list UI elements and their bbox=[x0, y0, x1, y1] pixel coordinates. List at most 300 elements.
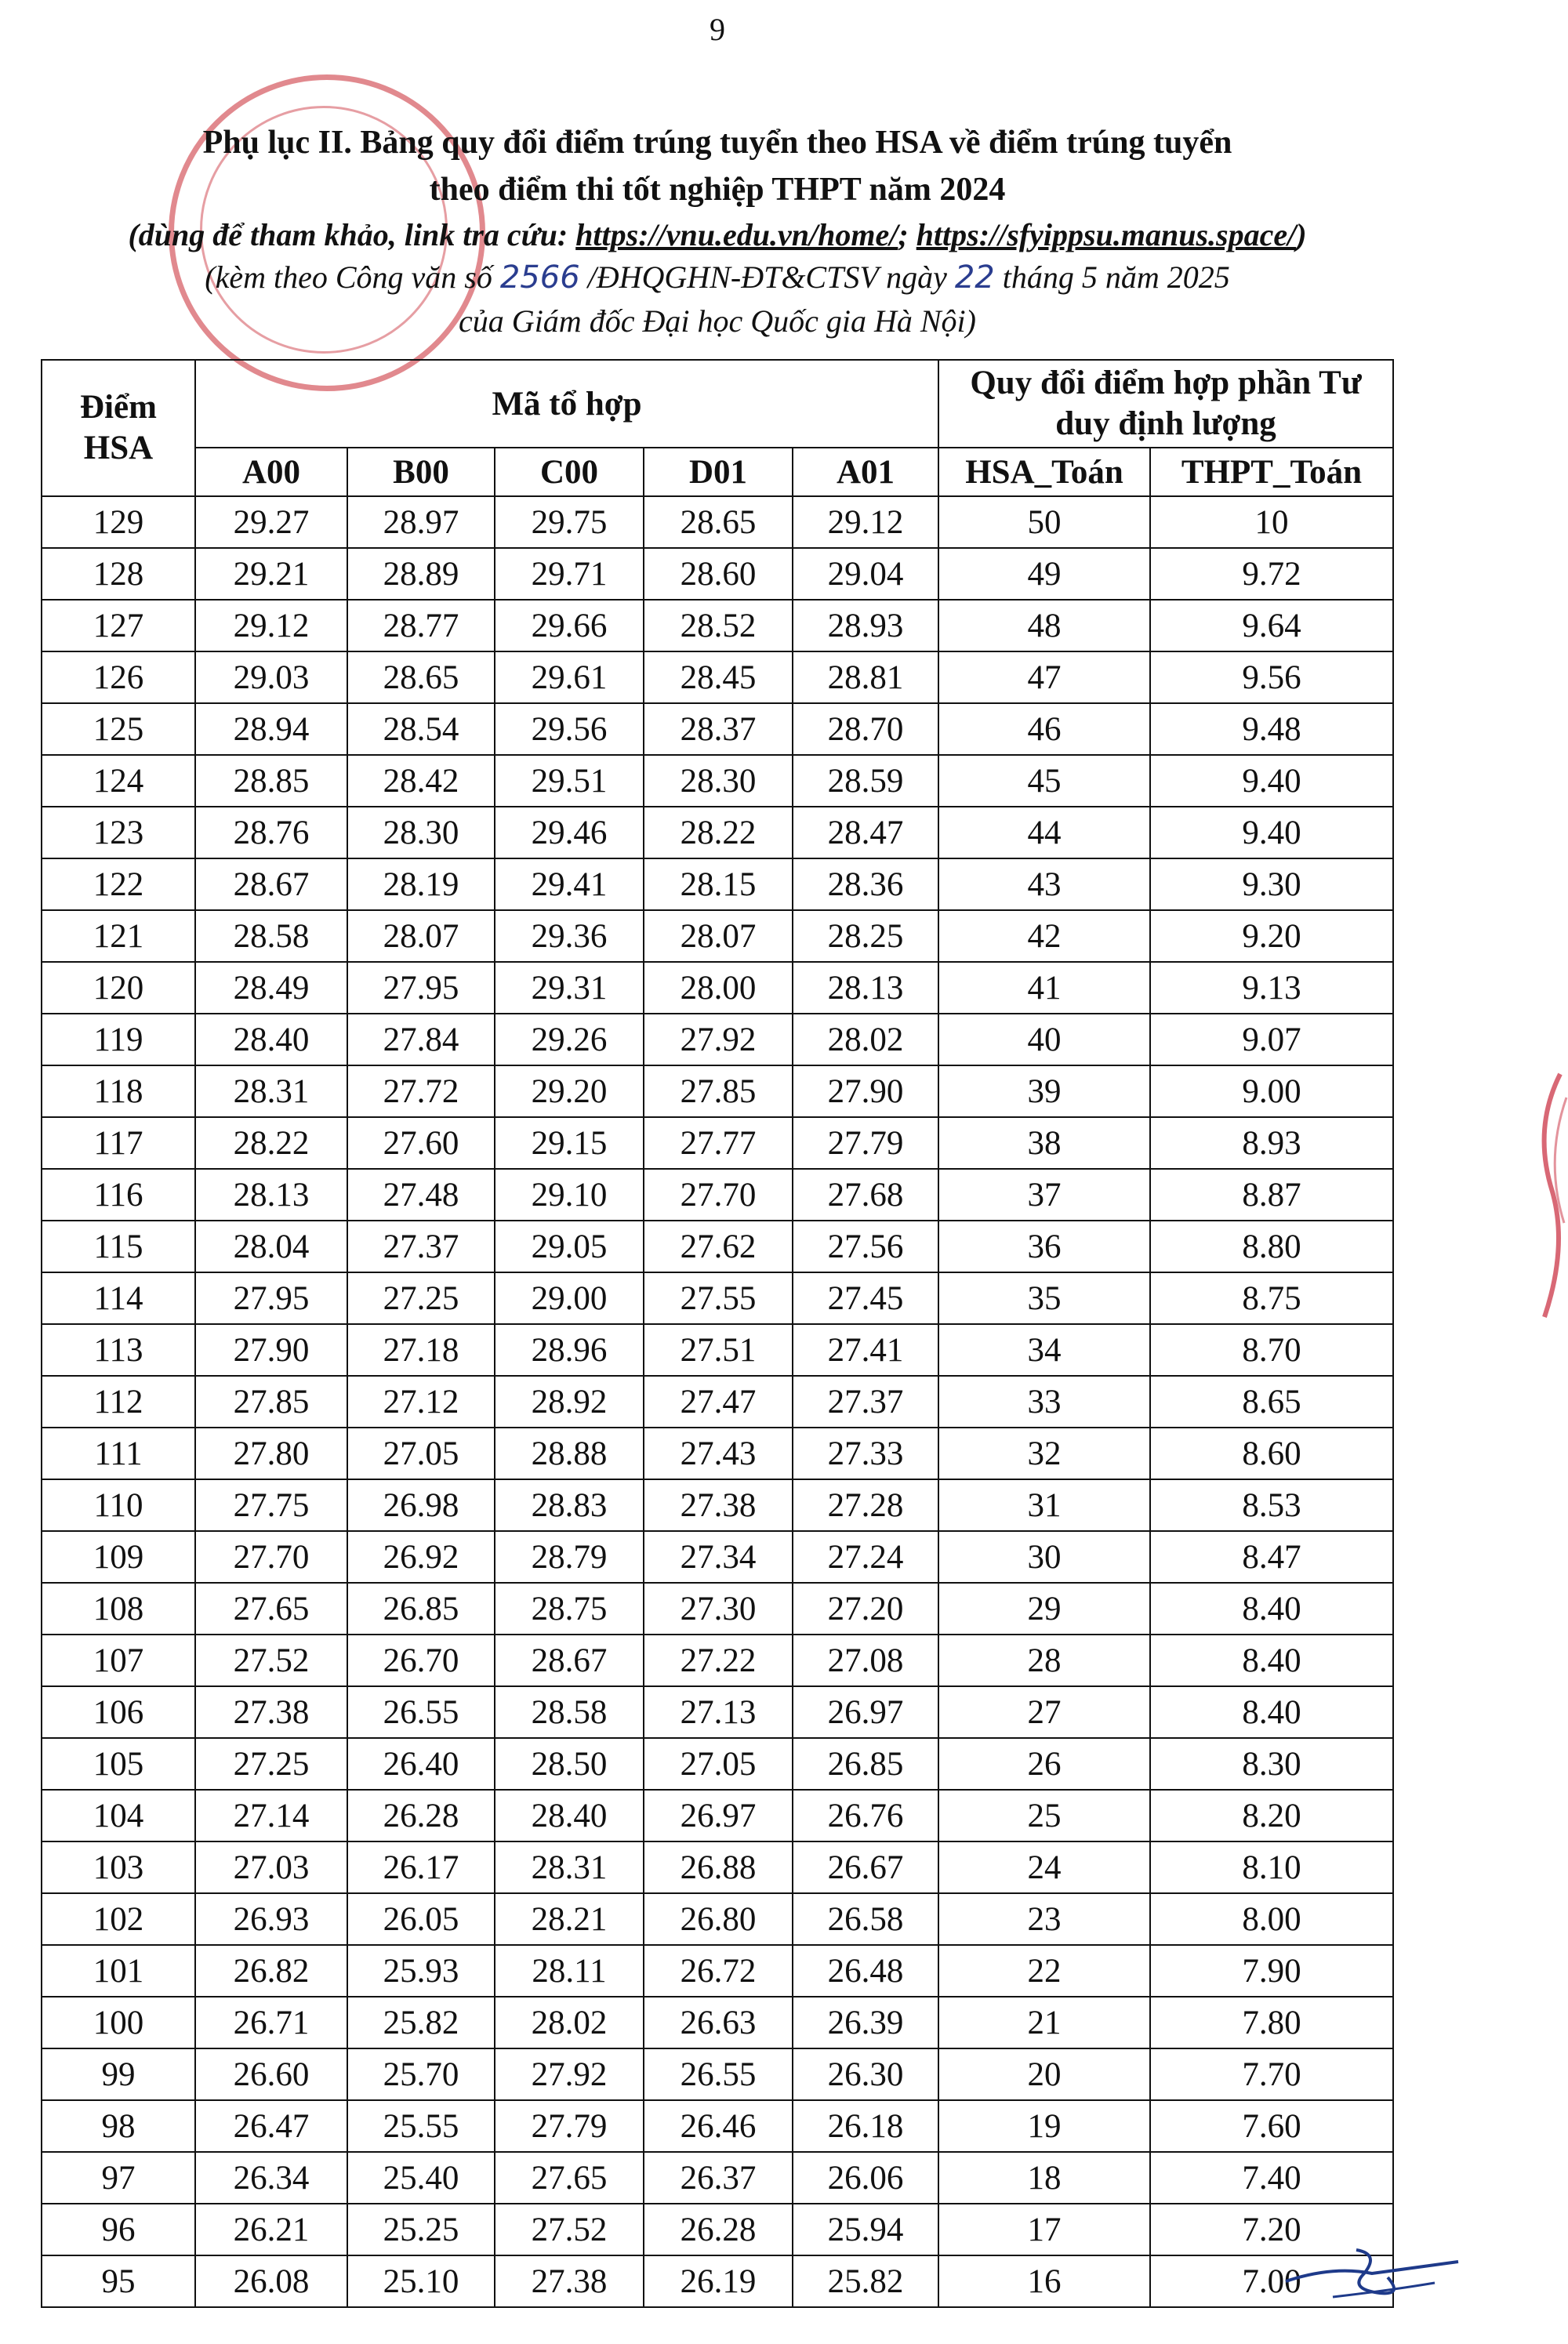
cell-b00: 27.60 bbox=[347, 1117, 495, 1169]
cell-thpt-toan: 9.13 bbox=[1150, 962, 1393, 1014]
cell-hsa-score: 119 bbox=[42, 1014, 195, 1065]
cell-b00: 27.18 bbox=[347, 1324, 495, 1376]
cell-a01: 27.68 bbox=[793, 1169, 938, 1221]
table-row bbox=[42, 2204, 1393, 2255]
cell-b00: 27.25 bbox=[347, 1272, 495, 1324]
cell-a01: 27.28 bbox=[793, 1479, 938, 1531]
cell-d01: 26.97 bbox=[644, 1790, 793, 1841]
cell-a01: 26.30 bbox=[793, 2048, 938, 2100]
cell-b00: 28.97 bbox=[347, 496, 495, 548]
cell-b00: 25.10 bbox=[347, 2255, 495, 2307]
cell-c00: 28.88 bbox=[495, 1428, 644, 1479]
cell-a01: 26.39 bbox=[793, 1997, 938, 2048]
cell-a01: 26.06 bbox=[793, 2152, 938, 2204]
cell-d01: 27.62 bbox=[644, 1221, 793, 1272]
cell-a01: 28.47 bbox=[793, 807, 938, 858]
table-row bbox=[42, 1841, 1393, 1893]
table-row bbox=[42, 962, 1393, 1014]
cell-c00: 29.66 bbox=[495, 600, 644, 651]
table-row bbox=[42, 1738, 1393, 1790]
cell-c00: 29.05 bbox=[495, 1221, 644, 1272]
cell-b00: 28.89 bbox=[347, 548, 495, 600]
table-row bbox=[42, 2152, 1393, 2204]
cell-thpt-toan: 8.10 bbox=[1150, 1841, 1393, 1893]
cell-b00: 25.82 bbox=[347, 1997, 495, 2048]
cell-a01: 27.56 bbox=[793, 1221, 938, 1272]
table-row bbox=[42, 1945, 1393, 1997]
cell-hsa-toan: 46 bbox=[938, 703, 1150, 755]
cell-d01: 27.05 bbox=[644, 1738, 793, 1790]
table-row bbox=[42, 1479, 1393, 1531]
cell-hsa-score: 120 bbox=[42, 962, 195, 1014]
cell-c00: 28.50 bbox=[495, 1738, 644, 1790]
cell-d01: 27.70 bbox=[644, 1169, 793, 1221]
cell-hsa-toan: 31 bbox=[938, 1479, 1150, 1531]
reference-link-vnu[interactable]: https://vnu.edu.vn/home/ bbox=[575, 217, 898, 252]
doc-date-suffix: tháng 5 năm 2025 bbox=[994, 259, 1230, 295]
cell-a01: 26.48 bbox=[793, 1945, 938, 1997]
header-hsa-score: Điểm HSA bbox=[42, 360, 195, 496]
page-number: 9 bbox=[710, 12, 725, 47]
cell-hsa-score: 123 bbox=[42, 807, 195, 858]
cell-thpt-toan: 9.56 bbox=[1150, 651, 1393, 703]
cell-hsa-toan: 32 bbox=[938, 1428, 1150, 1479]
reference-link-manus[interactable]: https://sfyippsu.manus.space/ bbox=[916, 217, 1297, 252]
cell-a01: 28.59 bbox=[793, 755, 938, 807]
cell-hsa-toan: 45 bbox=[938, 755, 1150, 807]
cell-a00: 26.21 bbox=[195, 2204, 347, 2255]
cell-a01: 26.58 bbox=[793, 1893, 938, 1945]
cell-thpt-toan: 7.80 bbox=[1150, 1997, 1393, 2048]
cell-c00: 28.40 bbox=[495, 1790, 644, 1841]
cell-hsa-score: 108 bbox=[42, 1583, 195, 1635]
cell-b00: 25.70 bbox=[347, 2048, 495, 2100]
cell-hsa-score: 114 bbox=[42, 1272, 195, 1324]
cell-hsa-score: 107 bbox=[42, 1635, 195, 1686]
cell-c00: 28.83 bbox=[495, 1479, 644, 1531]
cell-hsa-score: 99 bbox=[42, 2048, 195, 2100]
table-row bbox=[42, 600, 1393, 651]
header-combination-code: Mã tổ hợp bbox=[195, 360, 938, 448]
cell-hsa-score: 105 bbox=[42, 1738, 195, 1790]
cell-thpt-toan: 8.00 bbox=[1150, 1893, 1393, 1945]
cell-b00: 25.93 bbox=[347, 1945, 495, 1997]
cell-a01: 27.79 bbox=[793, 1117, 938, 1169]
cell-a00: 28.94 bbox=[195, 703, 347, 755]
cell-c00: 28.11 bbox=[495, 1945, 644, 1997]
cell-a01: 26.85 bbox=[793, 1738, 938, 1790]
cell-a01: 29.04 bbox=[793, 548, 938, 600]
cell-thpt-toan: 8.65 bbox=[1150, 1376, 1393, 1428]
cell-c00: 29.51 bbox=[495, 755, 644, 807]
cell-a00: 26.60 bbox=[195, 2048, 347, 2100]
cell-a01: 26.18 bbox=[793, 2100, 938, 2152]
cell-a00: 27.25 bbox=[195, 1738, 347, 1790]
cell-thpt-toan: 7.40 bbox=[1150, 2152, 1393, 2204]
table-row bbox=[42, 1221, 1393, 1272]
cell-a01: 26.97 bbox=[793, 1686, 938, 1738]
cell-b00: 26.55 bbox=[347, 1686, 495, 1738]
cell-c00: 28.67 bbox=[495, 1635, 644, 1686]
cell-d01: 28.37 bbox=[644, 703, 793, 755]
cell-a00: 28.04 bbox=[195, 1221, 347, 1272]
cell-a00: 27.14 bbox=[195, 1790, 347, 1841]
table-row bbox=[42, 858, 1393, 910]
cell-c00: 29.71 bbox=[495, 548, 644, 600]
cell-hsa-score: 118 bbox=[42, 1065, 195, 1117]
cell-d01: 27.85 bbox=[644, 1065, 793, 1117]
cell-hsa-score: 127 bbox=[42, 600, 195, 651]
signature-mark bbox=[1262, 2234, 1497, 2313]
cell-c00: 29.75 bbox=[495, 496, 644, 548]
cell-b00: 26.28 bbox=[347, 1790, 495, 1841]
cell-c00: 29.46 bbox=[495, 807, 644, 858]
cell-hsa-toan: 35 bbox=[938, 1272, 1150, 1324]
cell-a01: 28.25 bbox=[793, 910, 938, 962]
cell-hsa-score: 110 bbox=[42, 1479, 195, 1531]
cell-thpt-toan: 9.30 bbox=[1150, 858, 1393, 910]
table-row bbox=[42, 2100, 1393, 2152]
cell-b00: 27.84 bbox=[347, 1014, 495, 1065]
edge-stamp-mark bbox=[1529, 1066, 1568, 1325]
doc-prefix: (kèm theo Công văn số bbox=[205, 259, 500, 295]
cell-a01: 27.37 bbox=[793, 1376, 938, 1428]
cell-d01: 26.72 bbox=[644, 1945, 793, 1997]
cell-a00: 28.31 bbox=[195, 1065, 347, 1117]
title-line-1: Phụ lục II. Bảng quy đổi điểm trúng tuyển theo HSA về điểm trúng tuyển bbox=[202, 125, 1232, 161]
cell-hsa-toan: 20 bbox=[938, 2048, 1150, 2100]
cell-thpt-toan: 8.53 bbox=[1150, 1479, 1393, 1531]
cell-hsa-toan: 28 bbox=[938, 1635, 1150, 1686]
table-row bbox=[42, 2255, 1393, 2307]
cell-a00: 27.52 bbox=[195, 1635, 347, 1686]
cell-hsa-score: 96 bbox=[42, 2204, 195, 2255]
table-row bbox=[42, 1117, 1393, 1169]
cell-d01: 28.52 bbox=[644, 600, 793, 651]
cell-b00: 26.17 bbox=[347, 1841, 495, 1893]
cell-thpt-toan: 8.70 bbox=[1150, 1324, 1393, 1376]
cell-c00: 27.79 bbox=[495, 2100, 644, 2152]
cell-d01: 26.28 bbox=[644, 2204, 793, 2255]
cell-b00: 27.72 bbox=[347, 1065, 495, 1117]
cell-a01: 28.93 bbox=[793, 600, 938, 651]
cell-d01: 27.55 bbox=[644, 1272, 793, 1324]
cell-hsa-toan: 42 bbox=[938, 910, 1150, 962]
cell-hsa-toan: 43 bbox=[938, 858, 1150, 910]
cell-hsa-toan: 22 bbox=[938, 1945, 1150, 1997]
subheader-thpt-toán: THPT_Toán bbox=[1150, 448, 1393, 496]
cell-b00: 28.30 bbox=[347, 807, 495, 858]
cell-hsa-score: 115 bbox=[42, 1221, 195, 1272]
cell-hsa-score: 126 bbox=[42, 651, 195, 703]
cell-a00: 27.70 bbox=[195, 1531, 347, 1583]
cell-a00: 28.13 bbox=[195, 1169, 347, 1221]
cell-b00: 28.54 bbox=[347, 703, 495, 755]
cell-hsa-toan: 19 bbox=[938, 2100, 1150, 2152]
cell-a01: 27.24 bbox=[793, 1531, 938, 1583]
cell-thpt-toan: 7.60 bbox=[1150, 2100, 1393, 2152]
subheader-b00: B00 bbox=[347, 448, 495, 496]
cell-c00: 27.92 bbox=[495, 2048, 644, 2100]
cell-thpt-toan: 7.20 bbox=[1150, 2204, 1393, 2255]
cell-hsa-score: 100 bbox=[42, 1997, 195, 2048]
cell-d01: 26.46 bbox=[644, 2100, 793, 2152]
cell-a01: 29.12 bbox=[793, 496, 938, 548]
cell-a01: 28.36 bbox=[793, 858, 938, 910]
cell-c00: 28.21 bbox=[495, 1893, 644, 1945]
cell-thpt-toan: 9.72 bbox=[1150, 548, 1393, 600]
cell-hsa-score: 122 bbox=[42, 858, 195, 910]
cell-c00: 28.96 bbox=[495, 1324, 644, 1376]
cell-d01: 27.38 bbox=[644, 1479, 793, 1531]
subheader-c00: C00 bbox=[495, 448, 644, 496]
cell-c00: 28.92 bbox=[495, 1376, 644, 1428]
cell-b00: 25.55 bbox=[347, 2100, 495, 2152]
cell-thpt-toan: 9.40 bbox=[1150, 755, 1393, 807]
cell-b00: 28.77 bbox=[347, 600, 495, 651]
table-row bbox=[42, 1635, 1393, 1686]
cell-a00: 27.95 bbox=[195, 1272, 347, 1324]
cell-a00: 26.08 bbox=[195, 2255, 347, 2307]
cell-hsa-toan: 30 bbox=[938, 1531, 1150, 1583]
cell-b00: 26.05 bbox=[347, 1893, 495, 1945]
cell-d01: 26.88 bbox=[644, 1841, 793, 1893]
cell-hsa-toan: 27 bbox=[938, 1686, 1150, 1738]
cell-hsa-score: 129 bbox=[42, 496, 195, 548]
cell-thpt-toan: 9.07 bbox=[1150, 1014, 1393, 1065]
cell-hsa-score: 124 bbox=[42, 755, 195, 807]
cell-hsa-score: 104 bbox=[42, 1790, 195, 1841]
cell-c00: 29.61 bbox=[495, 651, 644, 703]
cell-hsa-toan: 34 bbox=[938, 1324, 1150, 1376]
cell-hsa-toan: 25 bbox=[938, 1790, 1150, 1841]
cell-b00: 25.25 bbox=[347, 2204, 495, 2255]
table-row bbox=[42, 548, 1393, 600]
table-row bbox=[42, 703, 1393, 755]
cell-hsa-toan: 36 bbox=[938, 1221, 1150, 1272]
cell-hsa-toan: 17 bbox=[938, 2204, 1150, 2255]
table-row bbox=[42, 1324, 1393, 1376]
cell-b00: 27.12 bbox=[347, 1376, 495, 1428]
cell-thpt-toan: 7.70 bbox=[1150, 2048, 1393, 2100]
cell-b00: 27.37 bbox=[347, 1221, 495, 1272]
cell-a00: 26.93 bbox=[195, 1893, 347, 1945]
cell-a00: 27.90 bbox=[195, 1324, 347, 1376]
conversion-table bbox=[41, 359, 1394, 2308]
cell-a00: 26.71 bbox=[195, 1997, 347, 2048]
cell-b00: 26.92 bbox=[347, 1531, 495, 1583]
table-row bbox=[42, 1790, 1393, 1841]
cell-a00: 27.80 bbox=[195, 1428, 347, 1479]
cell-d01: 27.92 bbox=[644, 1014, 793, 1065]
cell-a00: 27.75 bbox=[195, 1479, 347, 1531]
table-row bbox=[42, 651, 1393, 703]
cell-a01: 27.20 bbox=[793, 1583, 938, 1635]
cell-d01: 27.47 bbox=[644, 1376, 793, 1428]
cell-d01: 26.55 bbox=[644, 2048, 793, 2100]
cell-b00: 28.42 bbox=[347, 755, 495, 807]
cell-d01: 27.43 bbox=[644, 1428, 793, 1479]
cell-thpt-toan: 9.20 bbox=[1150, 910, 1393, 962]
cell-hsa-toan: 40 bbox=[938, 1014, 1150, 1065]
cell-thpt-toan: 8.93 bbox=[1150, 1117, 1393, 1169]
cell-thpt-toan: 8.75 bbox=[1150, 1272, 1393, 1324]
table-row bbox=[42, 1428, 1393, 1479]
cell-d01: 28.60 bbox=[644, 548, 793, 600]
cell-c00: 29.56 bbox=[495, 703, 644, 755]
cell-a01: 28.81 bbox=[793, 651, 938, 703]
cell-d01: 28.45 bbox=[644, 651, 793, 703]
reference-separator: ; bbox=[898, 217, 916, 252]
cell-b00: 27.05 bbox=[347, 1428, 495, 1479]
cell-a00: 27.85 bbox=[195, 1376, 347, 1428]
cell-d01: 28.07 bbox=[644, 910, 793, 962]
cell-hsa-score: 109 bbox=[42, 1531, 195, 1583]
cell-a01: 28.13 bbox=[793, 962, 938, 1014]
cell-hsa-toan: 24 bbox=[938, 1841, 1150, 1893]
cell-hsa-score: 111 bbox=[42, 1428, 195, 1479]
table-row bbox=[42, 1272, 1393, 1324]
cell-a00: 26.34 bbox=[195, 2152, 347, 2204]
subheader-d01: D01 bbox=[644, 448, 793, 496]
cell-thpt-toan: 9.64 bbox=[1150, 600, 1393, 651]
cell-a00: 28.49 bbox=[195, 962, 347, 1014]
cell-c00: 27.38 bbox=[495, 2255, 644, 2307]
table-row bbox=[42, 1686, 1393, 1738]
cell-thpt-toan: 9.48 bbox=[1150, 703, 1393, 755]
cell-c00: 29.41 bbox=[495, 858, 644, 910]
cell-hsa-score: 102 bbox=[42, 1893, 195, 1945]
cell-thpt-toan: 8.60 bbox=[1150, 1428, 1393, 1479]
cell-thpt-toan: 9.00 bbox=[1150, 1065, 1393, 1117]
cell-a01: 26.67 bbox=[793, 1841, 938, 1893]
doc-signer: của Giám đốc Đại học Quốc gia Hà Nội) bbox=[459, 303, 976, 339]
cell-b00: 26.85 bbox=[347, 1583, 495, 1635]
cell-hsa-score: 95 bbox=[42, 2255, 195, 2307]
cell-hsa-score: 128 bbox=[42, 548, 195, 600]
cell-c00: 28.79 bbox=[495, 1531, 644, 1583]
cell-thpt-toan: 8.87 bbox=[1150, 1169, 1393, 1221]
cell-c00: 27.65 bbox=[495, 2152, 644, 2204]
cell-hsa-toan: 23 bbox=[938, 1893, 1150, 1945]
cell-c00: 29.15 bbox=[495, 1117, 644, 1169]
cell-b00: 28.65 bbox=[347, 651, 495, 703]
cell-hsa-toan: 29 bbox=[938, 1583, 1150, 1635]
cell-c00: 29.26 bbox=[495, 1014, 644, 1065]
cell-a01: 25.82 bbox=[793, 2255, 938, 2307]
cell-d01: 27.51 bbox=[644, 1324, 793, 1376]
cell-c00: 27.52 bbox=[495, 2204, 644, 2255]
cell-hsa-score: 117 bbox=[42, 1117, 195, 1169]
cell-hsa-toan: 21 bbox=[938, 1997, 1150, 2048]
cell-hsa-toan: 41 bbox=[938, 962, 1150, 1014]
header-quantitative-conversion: Quy đổi điểm hợp phần Tư duy định lượng bbox=[938, 360, 1393, 448]
cell-d01: 27.77 bbox=[644, 1117, 793, 1169]
table-row bbox=[42, 1014, 1393, 1065]
cell-c00: 29.00 bbox=[495, 1272, 644, 1324]
cell-c00: 29.20 bbox=[495, 1065, 644, 1117]
cell-a00: 28.76 bbox=[195, 807, 347, 858]
cell-hsa-toan: 33 bbox=[938, 1376, 1150, 1428]
table-row bbox=[42, 1065, 1393, 1117]
cell-a00: 28.40 bbox=[195, 1014, 347, 1065]
cell-a00: 27.38 bbox=[195, 1686, 347, 1738]
table-row bbox=[42, 2048, 1393, 2100]
doc-number-handwritten: 2566 bbox=[499, 259, 580, 296]
document-reference bbox=[0, 259, 1435, 296]
cell-hsa-score: 106 bbox=[42, 1686, 195, 1738]
cell-c00: 28.31 bbox=[495, 1841, 644, 1893]
cell-thpt-toan: 9.40 bbox=[1150, 807, 1393, 858]
cell-thpt-toan: 10 bbox=[1150, 496, 1393, 548]
cell-d01: 26.19 bbox=[644, 2255, 793, 2307]
cell-hsa-score: 112 bbox=[42, 1376, 195, 1428]
table-row bbox=[42, 1583, 1393, 1635]
cell-hsa-score: 103 bbox=[42, 1841, 195, 1893]
cell-a00: 28.58 bbox=[195, 910, 347, 962]
cell-a00: 28.67 bbox=[195, 858, 347, 910]
cell-b00: 28.19 bbox=[347, 858, 495, 910]
cell-a00: 29.21 bbox=[195, 548, 347, 600]
cell-hsa-toan: 50 bbox=[938, 496, 1150, 548]
cell-d01: 27.13 bbox=[644, 1686, 793, 1738]
cell-a01: 26.76 bbox=[793, 1790, 938, 1841]
cell-b00: 27.95 bbox=[347, 962, 495, 1014]
cell-d01: 28.22 bbox=[644, 807, 793, 858]
cell-b00: 26.70 bbox=[347, 1635, 495, 1686]
cell-hsa-toan: 38 bbox=[938, 1117, 1150, 1169]
reference-note bbox=[0, 216, 1435, 253]
title-line-2: theo điểm thi tốt nghiệp THPT năm 2024 bbox=[429, 172, 1006, 208]
cell-hsa-score: 121 bbox=[42, 910, 195, 962]
cell-a01: 25.94 bbox=[793, 2204, 938, 2255]
cell-hsa-score: 97 bbox=[42, 2152, 195, 2204]
doc-day-handwritten: 22 bbox=[954, 259, 995, 296]
subheader-a00: A00 bbox=[195, 448, 347, 496]
table-row bbox=[42, 1376, 1393, 1428]
cell-hsa-toan: 26 bbox=[938, 1738, 1150, 1790]
cell-d01: 28.30 bbox=[644, 755, 793, 807]
cell-a01: 27.33 bbox=[793, 1428, 938, 1479]
cell-hsa-score: 113 bbox=[42, 1324, 195, 1376]
cell-b00: 26.98 bbox=[347, 1479, 495, 1531]
cell-b00: 28.07 bbox=[347, 910, 495, 962]
cell-a00: 27.03 bbox=[195, 1841, 347, 1893]
cell-c00: 29.31 bbox=[495, 962, 644, 1014]
cell-thpt-toan: 8.40 bbox=[1150, 1635, 1393, 1686]
cell-thpt-toan: 8.30 bbox=[1150, 1738, 1393, 1790]
cell-a00: 29.03 bbox=[195, 651, 347, 703]
cell-d01: 28.00 bbox=[644, 962, 793, 1014]
table-row bbox=[42, 807, 1393, 858]
cell-b00: 26.40 bbox=[347, 1738, 495, 1790]
table-row bbox=[42, 1169, 1393, 1221]
doc-code: /ĐHQGHN-ĐT&CTSV ngày bbox=[579, 259, 955, 295]
cell-d01: 26.63 bbox=[644, 1997, 793, 2048]
cell-thpt-toan: 7.90 bbox=[1150, 1945, 1393, 1997]
reference-suffix: ) bbox=[1296, 217, 1307, 252]
cell-c00: 28.75 bbox=[495, 1583, 644, 1635]
cell-d01: 26.37 bbox=[644, 2152, 793, 2204]
table-row bbox=[42, 1997, 1393, 2048]
cell-d01: 28.65 bbox=[644, 496, 793, 548]
cell-hsa-score: 116 bbox=[42, 1169, 195, 1221]
cell-d01: 27.30 bbox=[644, 1583, 793, 1635]
cell-hsa-score: 125 bbox=[42, 703, 195, 755]
cell-thpt-toan: 8.20 bbox=[1150, 1790, 1393, 1841]
cell-hsa-toan: 48 bbox=[938, 600, 1150, 651]
cell-d01: 27.22 bbox=[644, 1635, 793, 1686]
